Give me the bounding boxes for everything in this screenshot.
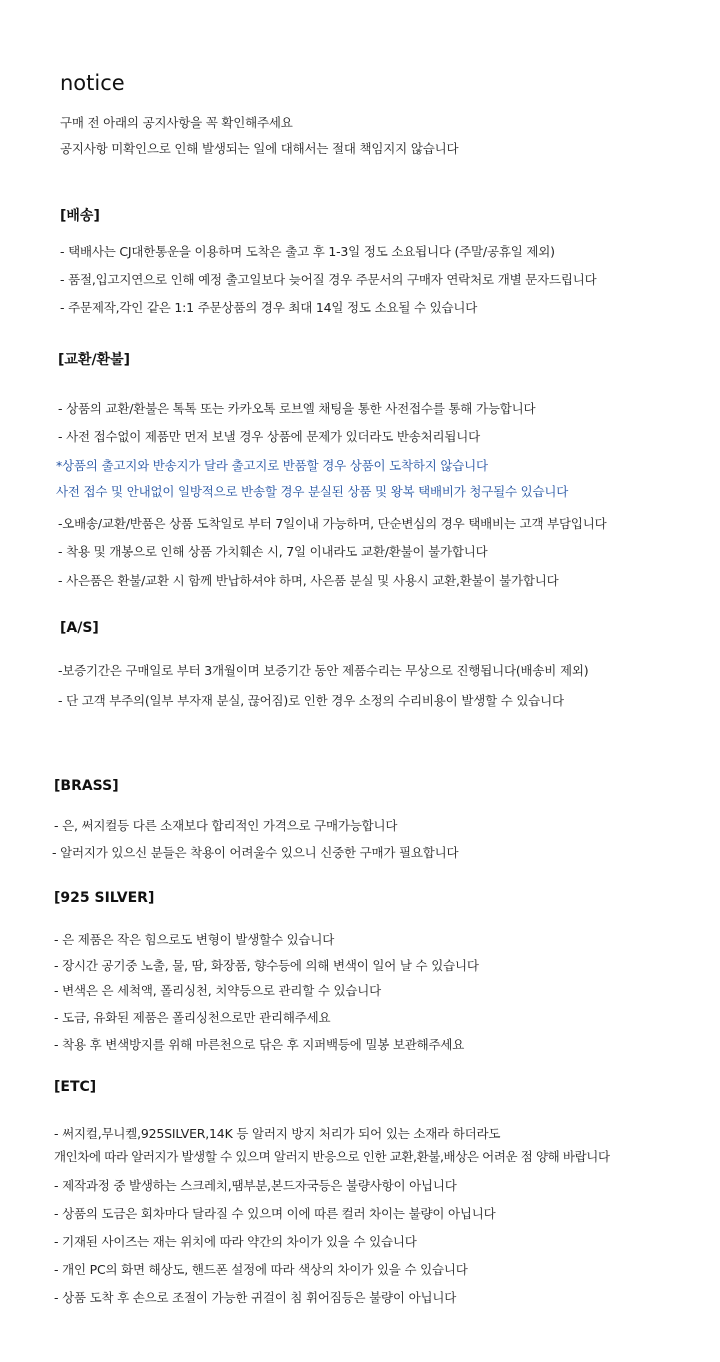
exchange-warning: 사전 접수 및 안내없이 일방적으로 반송할 경우 분실된 상품 및 왕복 택배비가 청구될수 있습니다 — [56, 484, 569, 499]
delivery-item: - 주문제작,각인 같은 1:1 주문상품의 경우 최대 14일 정도 소요될 수 있습니다 — [60, 300, 478, 315]
exchange-item: - 상품의 교환/환불은 톡톡 또는 카카오톡 로브엘 채팅을 통한 사전접수를 통해 가능합니다 — [58, 401, 536, 416]
intro-line: 구매 전 아래의 공지사항을 꼭 확인해주세요 — [60, 115, 293, 130]
silver-item: - 장시간 공기중 노출, 물, 땀, 화장품, 향수등에 의해 변색이 일어 날 수 있습니다 — [54, 958, 479, 973]
etc-item: - 써지컬,무니켈,925SILVER,14K 등 알러지 방지 처리가 되어 있는 소재라 하더라도 — [54, 1126, 501, 1141]
silver-item: - 은 제품은 작은 힘으로도 변형이 발생할수 있습니다 — [54, 932, 335, 947]
section-heading-brass: [BRASS] — [54, 778, 119, 794]
intro-line: 공지사항 미확인으로 인해 발생되는 일에 대해서는 절대 책임지지 않습니다 — [60, 141, 459, 156]
exchange-item: - 사전 접수없이 제품만 먼저 보낼 경우 상품에 문제가 있더라도 반송처리됩니다 — [58, 429, 481, 444]
section-heading-silver: [925 SILVER] — [54, 890, 155, 906]
etc-item: - 상품 도착 후 손으로 조절이 가능한 귀걸이 침 휘어짐등은 불량이 아닙니다 — [54, 1290, 457, 1305]
etc-item: - 상품의 도금은 회차마다 달라질 수 있으며 이에 따른 컬러 차이는 불량이 아닙니다 — [54, 1206, 496, 1221]
section-heading-as: [A/S] — [60, 620, 99, 636]
delivery-item: - 택배사는 CJ대한통운을 이용하며 도착은 출고 후 1-3일 정도 소요됩니다 (주말/공휴일 제외) — [60, 244, 555, 259]
exchange-item: - 착용 및 개봉으로 인해 상품 가치훼손 시, 7일 이내라도 교환/환불이 불가합니다 — [58, 544, 488, 559]
as-item: -보증기간은 구매일로 부터 3개월이며 보증기간 동안 제품수리는 무상으로 진행됩니다(배송비 제외) — [58, 663, 589, 678]
delivery-item: - 품절,입고지연으로 인해 예정 출고일보다 늦어질 경우 주문서의 구매자 연락처로 개별 문자드립니다 — [60, 272, 597, 287]
etc-item: - 기재된 사이즈는 재는 위치에 따라 약간의 차이가 있을 수 있습니다 — [54, 1234, 417, 1249]
exchange-item: -오배송/교환/반품은 상품 도착일로 부터 7일이내 가능하며, 단순변심의 경우 택배비는 고객 부담입니다 — [58, 516, 607, 531]
etc-item: - 제작과정 중 발생하는 스크레치,땜부분,본드자국등은 불량사항이 아닙니다 — [54, 1178, 457, 1193]
exchange-warning: *상품의 출고지와 반송지가 달라 출고지로 반품할 경우 상품이 도착하지 않습니다 — [56, 458, 488, 473]
etc-item: 개인차에 따라 알러지가 발생할 수 있으며 알러지 반응으로 인한 교환,환불,배상은 어려운 점 양해 바랍니다 — [54, 1149, 610, 1164]
silver-item: - 변색은 은 세척액, 폴리싱천, 치약등으로 관리할 수 있습니다 — [54, 983, 382, 998]
exchange-item: - 사은품은 환불/교환 시 함께 반납하셔야 하며, 사은품 분실 및 사용시 교환,환불이 불가합니다 — [58, 573, 559, 588]
page-title: notice — [60, 71, 125, 95]
section-heading-delivery: [배송] — [60, 208, 100, 224]
etc-item: - 개인 PC의 화면 해상도, 핸드폰 설정에 따라 색상의 차이가 있을 수 있습니다 — [54, 1262, 468, 1277]
silver-item: - 착용 후 변색방지를 위해 마른천으로 닦은 후 지퍼백등에 밀봉 보관해주세요 — [54, 1037, 465, 1052]
silver-item: - 도금, 유화된 제품은 폴리싱천으로만 관리해주세요 — [54, 1010, 331, 1025]
section-heading-etc: [ETC] — [54, 1079, 97, 1095]
brass-item: - 은, 써지컬등 다른 소재보다 합리적인 가격으로 구매가능합니다 — [54, 818, 398, 833]
brass-item: - 알러지가 있으신 분들은 착용이 어려울수 있으니 신중한 구매가 필요합니다 — [52, 845, 459, 860]
as-item: - 단 고객 부주의(일부 부자재 분실, 끊어짐)로 인한 경우 소정의 수리비용이 발생할 수 있습니다 — [58, 693, 564, 708]
section-heading-exchange: [교환/환불] — [58, 352, 131, 368]
